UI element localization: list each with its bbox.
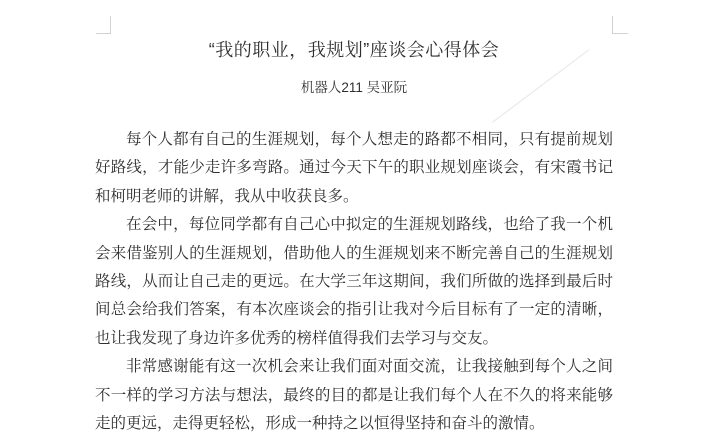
margin-crop-mark-top-left <box>96 16 111 34</box>
document-title: “我的职业，我规划”座谈会心得体会 <box>208 40 500 60</box>
margin-crop-mark-top-right <box>612 16 628 34</box>
paragraph-3: 非常感谢能有这一次机会来让我们面对面交流，让我接触到每个人之间不一样的学习方法与想法，最终的目的都是让我们每个人在不久的将来能够走的更远，走得更轻松，形成一种持之以恒得坚持和奋斗的激情。 <box>95 358 613 433</box>
paragraph-2: 在会中，每位同学都有自己心中拟定的生涯规划路线，也给了我一个机会来借鉴别人的生涯规划，借助他人的生涯规划来不断完善自己的生涯规划路线，从而让自己走的更远。在大学三年这期间，我们所做的选择到最后时间总会给我们答案，有本次座谈会的指引让我对今后目标有了一定的清晰，也让我发现了身边许多优秀的榜样值得我们去学习与交友。 <box>95 216 613 347</box>
paragraph-1: 每个人都有自己的生涯规划，每个人想走的路都不相同，只有提前规划好路线，才能少走许多弯路。通过今天下午的职业规划座谈会，有宋霞书记和柯明老师的讲解，我从中收获良多。 <box>95 131 613 205</box>
document-body <box>95 126 613 438</box>
document-byline: 机器人211 吴亚阮 <box>300 80 408 95</box>
